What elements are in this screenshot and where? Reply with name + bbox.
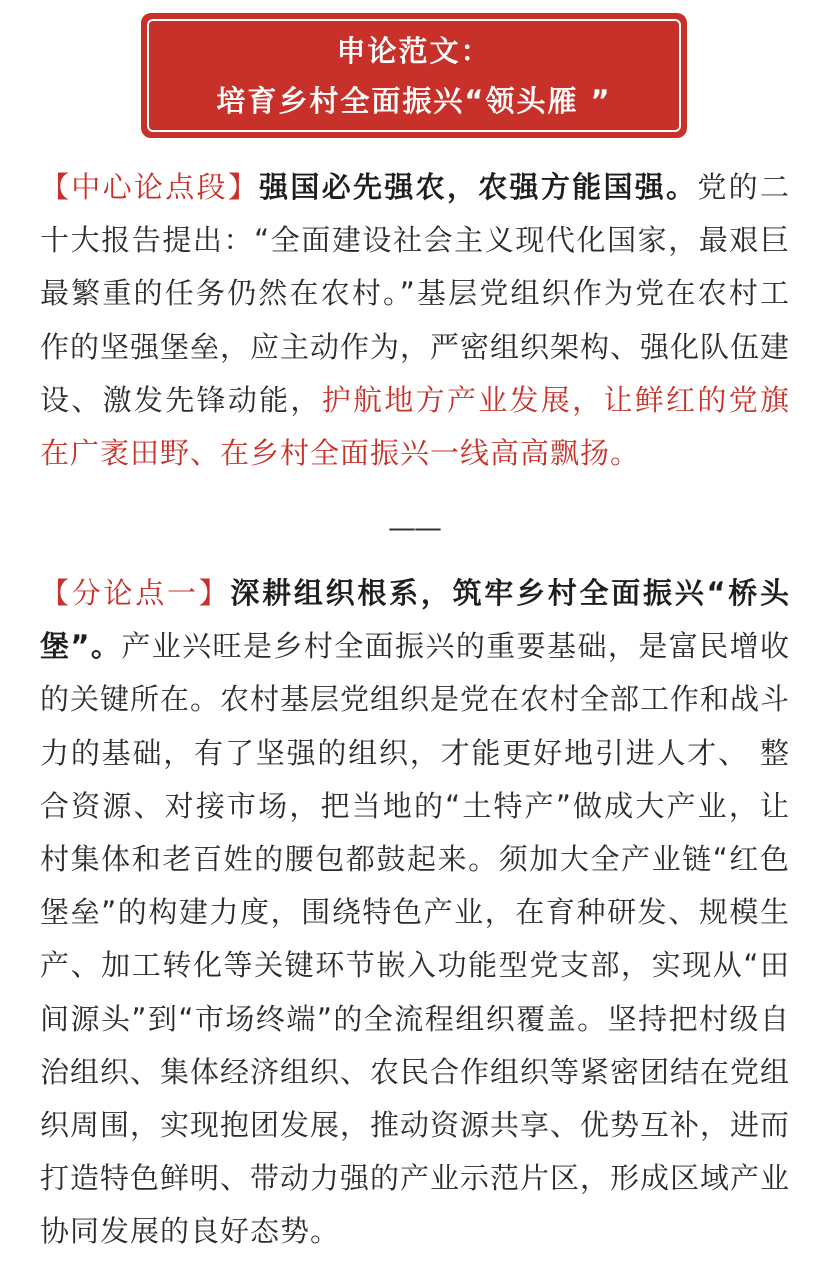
sub-argument-1-body: 产业兴旺是乡村全面振兴的重要基础，是富民增收的关键所在。农村基层党组织是党在农村全部工作和战斗力的基础，有了坚强的组织，才能更好地引进人才、 整合资源、对接市场，把当地的“土特产”做成大产业，让村集体和老百姓的腰包都鼓起来。须加大全产业链“红色堡垒”的构建力度，围绕特色产业，在育种研发、规模生产、加工转化等关键环节嵌入功能型党支部，实现从“田间源头”到“市场终端”的全流程组织覆盖。坚持把村级自治组织、集体经济组织、农民合作组织等紧密团结在党组织周围，实现抱团发展，推动资源共享、优势互补，进而打造特色鲜明、带动力强的产业示范片区，形成区域产业协同发展的良好态势。: [40, 629, 791, 1249]
title-frame: [147, 19, 681, 132]
central-argument-paragraph: [40, 161, 790, 480]
section-divider: ——: [388, 511, 440, 544]
central-argument-lead: 强国必先强农，农强方能国强。: [259, 170, 698, 204]
central-argument-tag: 【中心论点段】: [40, 170, 260, 204]
sub-argument-1-lead: 深耕组织根系，筑牢乡村全面振兴“桥头堡”。: [40, 576, 790, 664]
central-argument-highlight: 护航地方产业发展，让鲜红的党旗在广袤田野、在乡村全面振兴一线高高飘扬。: [40, 382, 790, 471]
title-line-1: 申论范文：: [336, 33, 492, 68]
central-argument-body: 党的二十大报告提出：“全面建设社会主义现代化国家，最艰巨最繁重的任务仍然在农村。”基层党组织作为党在农村工作的坚强堡垒，应主动作为，严密组织架构、强化队伍建设、激发先锋动能，: [40, 170, 791, 417]
title-banner: [141, 13, 687, 138]
sub-argument-1-paragraph: [40, 567, 790, 1259]
sub-argument-1-tag: 【分论点一】: [40, 576, 231, 610]
title-line-2: 培育乡村全面振兴“领头雁 ”: [216, 83, 612, 118]
